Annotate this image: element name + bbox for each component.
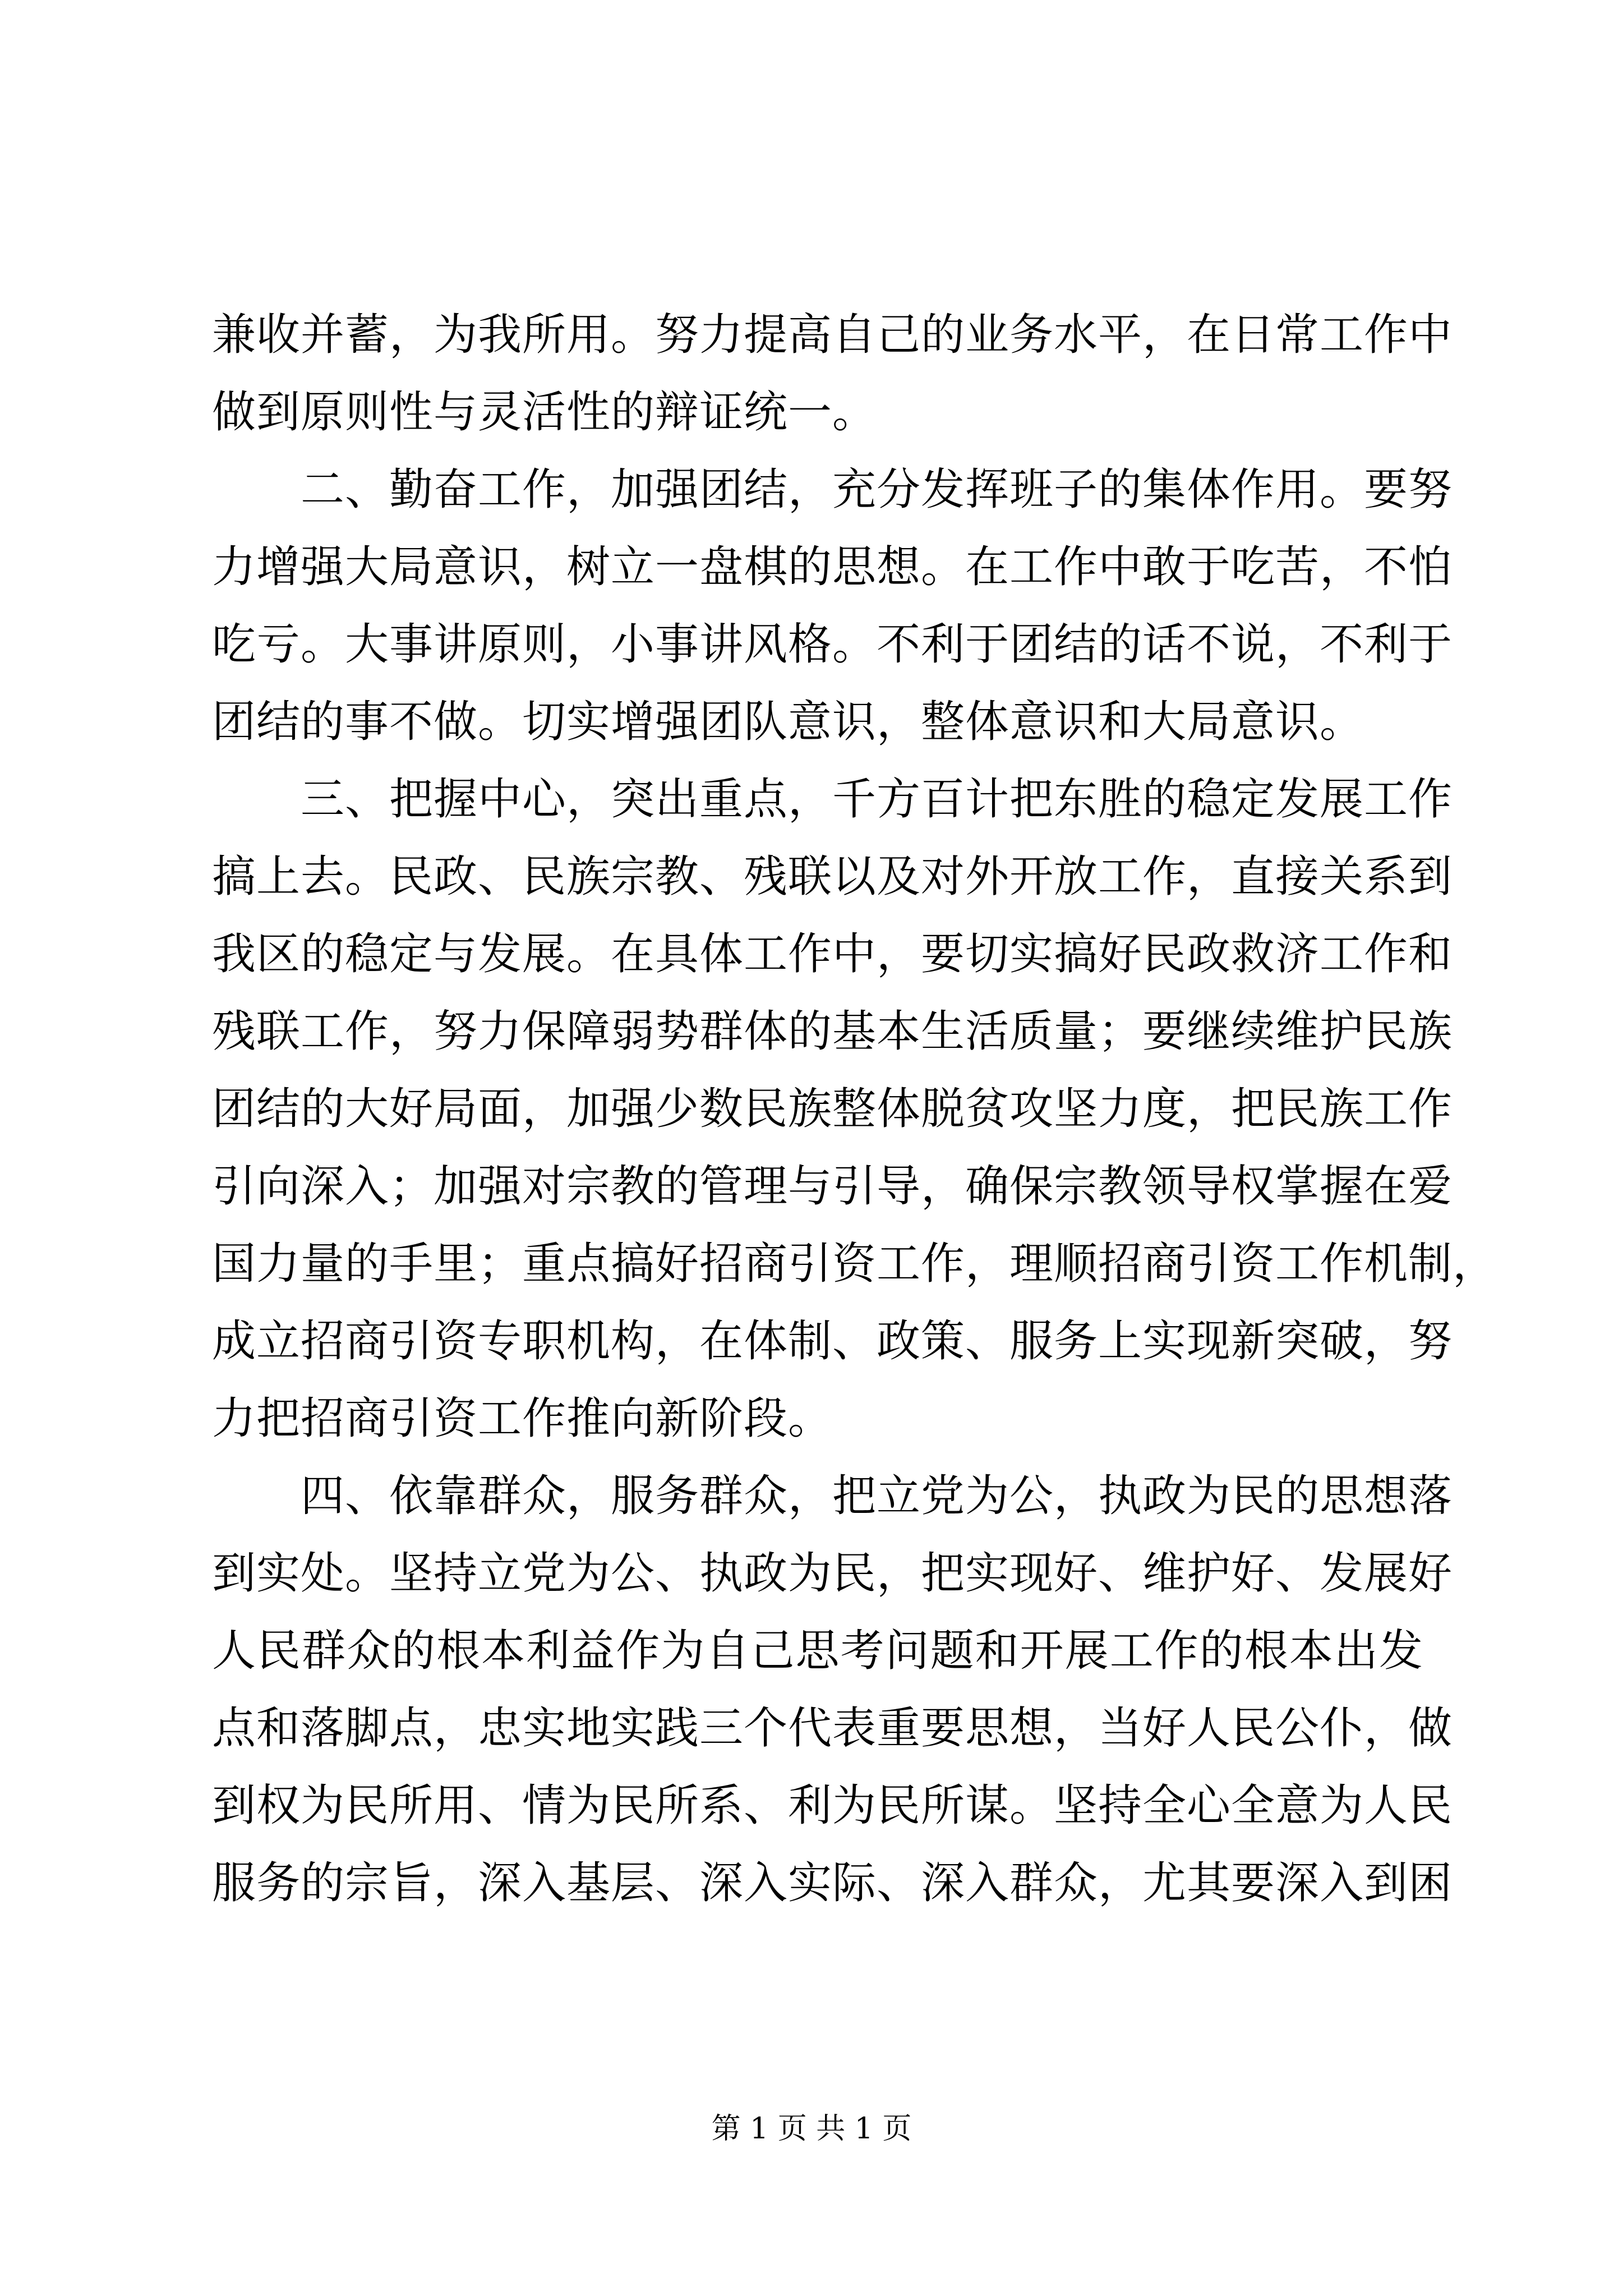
text-line: 吃亏。大事讲原则，小事讲风格。不利于团结的话不说，不利于: [212, 619, 1453, 670]
text-line: 三、把握中心，突出重点，千方百计把东胜的稳定发展工作: [212, 774, 1453, 825]
document-body: [212, 296, 1497, 1922]
text-line: 残联工作，努力保障弱势群体的基本生活质量；要继续维护民族: [212, 1006, 1453, 1057]
text-line: 做到原则性与灵活性的辩证统一。: [212, 387, 877, 438]
text-line: 人民群众的根本利益作为自己思考问题和开展工作的根本出发: [212, 1626, 1423, 1676]
text-line: 服务的宗旨，深入基层、深入实际、深入群众，尤其要深入到困: [212, 1858, 1453, 1908]
text-line: 二、勤奋工作，加强团结，充分发挥班子的集体作用。要努: [212, 464, 1453, 515]
page-number-footer: 第 1 页 共 1 页: [711, 2112, 912, 2146]
text-line: 引向深入；加强对宗教的管理与引导，确保宗教领导权掌握在爱: [212, 1161, 1453, 1212]
text-line: 团结的大好局面，加强少数民族整体脱贫攻坚力度，把民族工作: [212, 1084, 1453, 1134]
text-line: 到权为民所用、情为民所系、利为民所谋。坚持全心全意为人民: [212, 1780, 1453, 1831]
text-line: 到实处。坚持立党为公、执政为民，把实现好、维护好、发展好: [212, 1548, 1453, 1599]
text-line: 力把招商引资工作推向新阶段。: [212, 1393, 833, 1444]
text-line: 搞上去。民政、民族宗教、残联以及对外开放工作，直接关系到: [212, 852, 1453, 902]
text-line: 四、依靠群众，服务群众，把立党为公，执政为民的思想落: [212, 1471, 1453, 1521]
text-line: 兼收并蓄，为我所用。努力提高自己的业务水平，在日常工作中: [212, 310, 1453, 360]
text-line: 力增强大局意识，树立一盘棋的思想。在工作中敢于吃苦，不怕: [212, 542, 1453, 592]
text-line: 团结的事不做。切实增强团队意识，整体意识和大局意识。: [212, 697, 1364, 747]
text-line: 国力量的手里；重点搞好招商引资工作，理顺招商引资工作机制，: [212, 1239, 1497, 1289]
text-line: 我区的稳定与发展。在具体工作中，要切实搞好民政救济工作和: [212, 929, 1453, 979]
text-line: 成立招商引资专职机构，在体制、政策、服务上实现新突破，努: [212, 1316, 1453, 1366]
text-line: 点和落脚点，忠实地实践三个代表重要思想，当好人民公仆，做: [212, 1703, 1453, 1754]
